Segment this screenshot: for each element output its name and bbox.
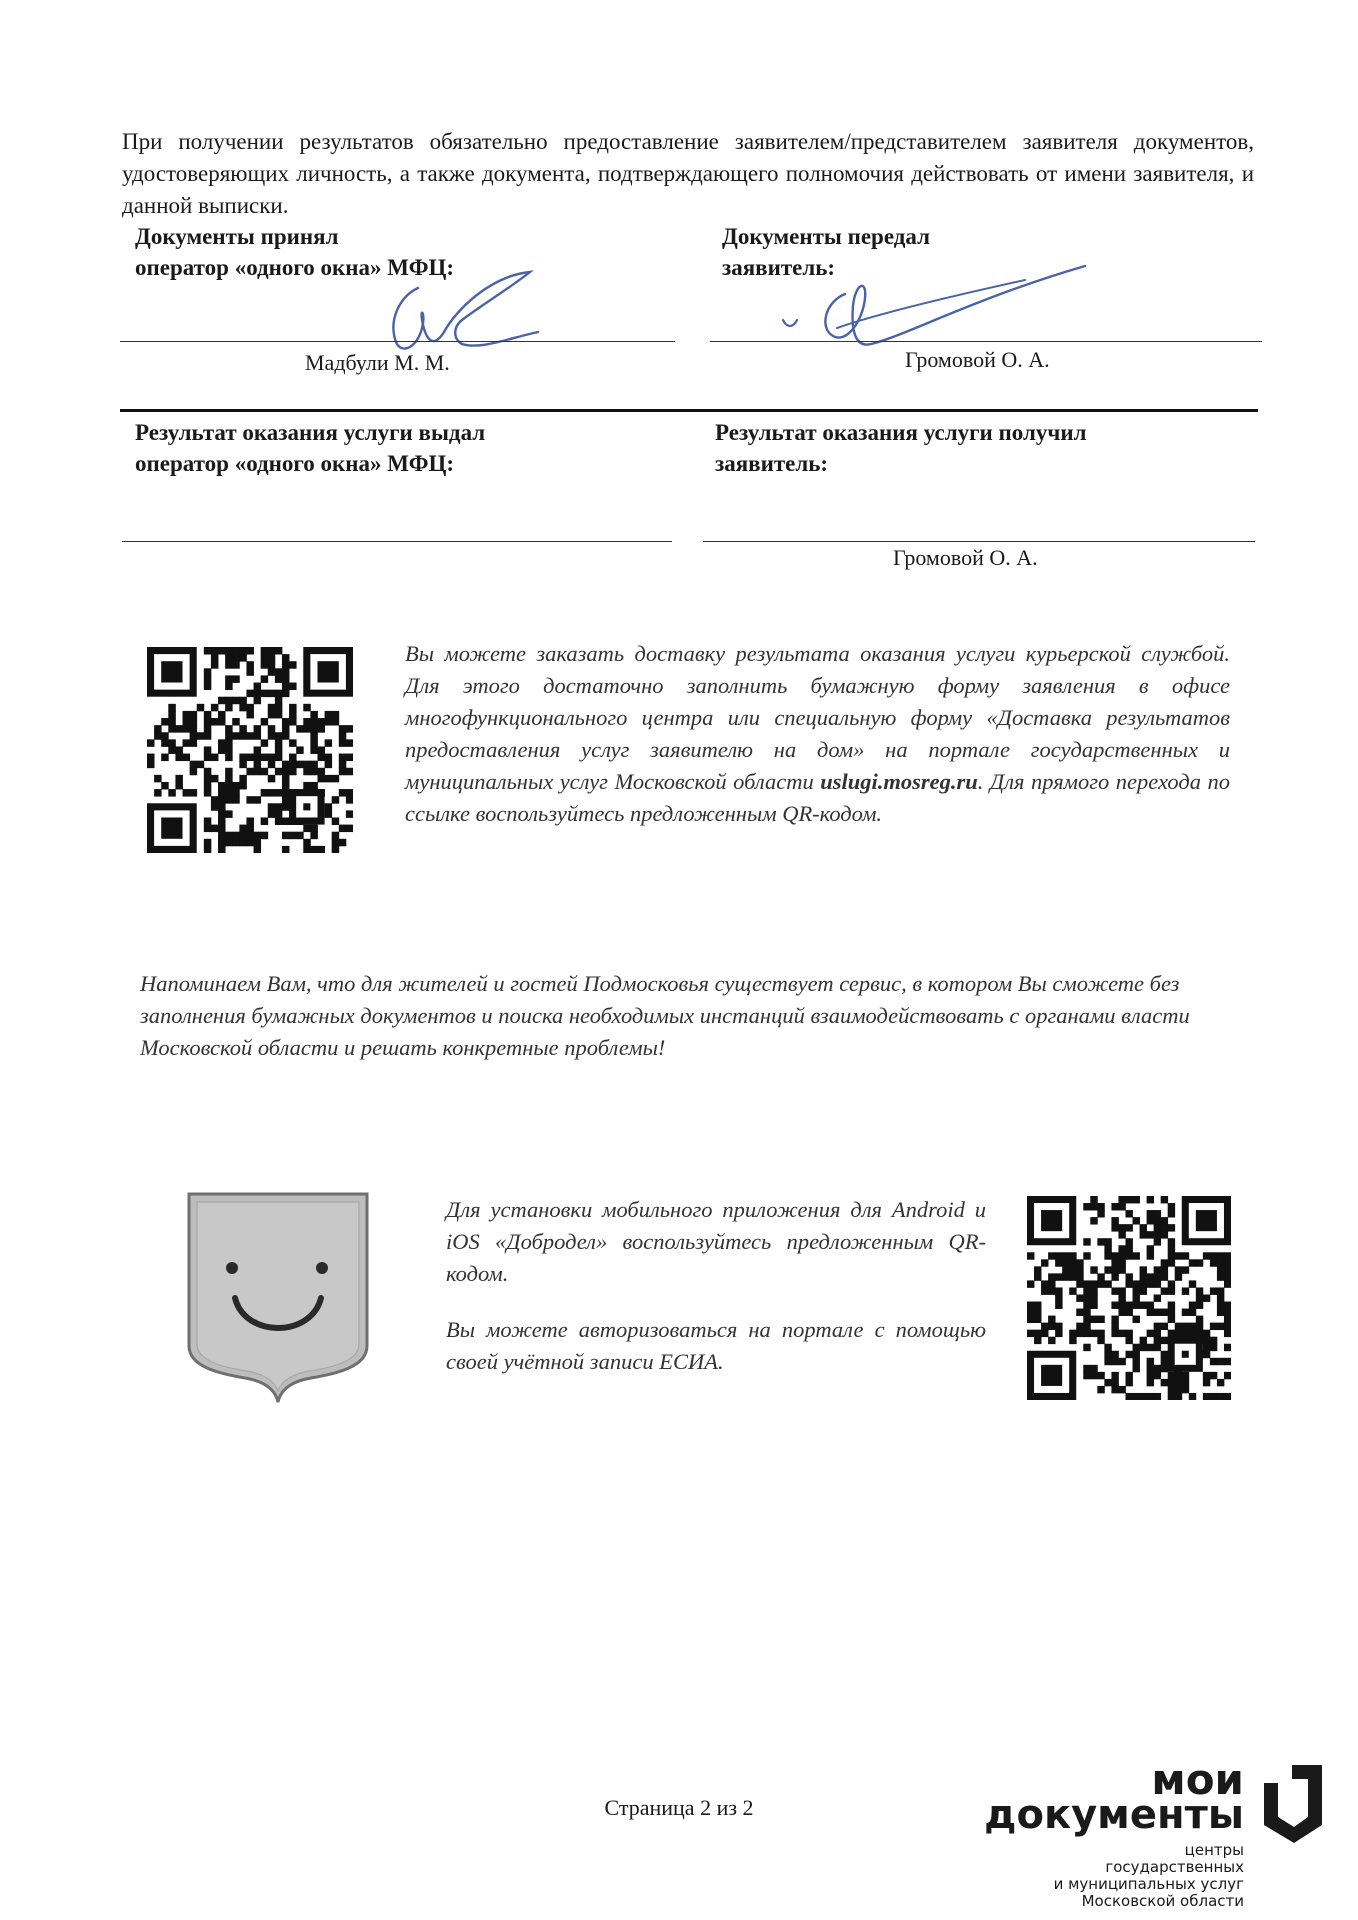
issued-title-1: Результат оказания услуги выдал: [135, 420, 486, 445]
app-install-text: Для установки мобильного приложения для Android и iOS «Добродел» воспользуйтесь предложенным QR-кодом.: [446, 1197, 986, 1286]
receiver-name: Громовой О. А.: [893, 545, 1038, 570]
issued-signature-line: [122, 541, 672, 542]
delivery-qr-code: [147, 647, 353, 853]
portal-link[interactable]: uslugi.mosreg.ru: [820, 769, 978, 794]
reminder-text: Напоминаем Вам, что для жителей и гостей Подмосковья существует сервис, в котором Вы сможете без заполнения бумажных документов и поиска необходимых инстанций взаимодействовать с органами власти Московской области и решать конкретные проблемы!: [140, 971, 1190, 1060]
section-divider: [120, 409, 1258, 412]
app-auth-text: Вы можете авторизоваться на портале с помощью своей учётной записи ЕСИА.: [446, 1317, 986, 1374]
logo-sub-1: центры: [1184, 1841, 1244, 1859]
logo-line-2: документы: [984, 1792, 1244, 1838]
logo-emblem-icon: [1262, 1763, 1326, 1845]
logo-line-1: мои: [1151, 1755, 1244, 1804]
handed-title-1: Документы передал: [722, 224, 930, 249]
dobrodel-shield-icon: [183, 1188, 373, 1406]
operator-name: Мадбули М. М.: [305, 350, 450, 375]
logo-sub-4: Московской области: [1081, 1892, 1244, 1910]
accepted-title-2: оператор «одного окна» МФЦ:: [135, 255, 455, 280]
operator-signature: [370, 258, 560, 358]
received-signature-line: [703, 541, 1255, 542]
accepted-title-1: Документы принял: [135, 224, 339, 249]
issued-title-2: оператор «одного окна» МФЦ:: [135, 451, 455, 476]
delivery-text: Вы можете заказать доставку результата оказания услуги курьерской службой. Для этого достаточно заполнить бумажную форму заявления в офисе многофункционального центра или специальную форму «Доставка результатов предоставления услуг заявителю на дом» на портале государственных и муниципальных услуг Московской области uslugi.mosreg.ru. Для прямого перехода по ссылке воспользуйтесь предложенным QR-кодом.: [405, 641, 1230, 826]
logo-sub-2: государственных: [1105, 1858, 1244, 1876]
applicant-signature: [775, 258, 1095, 358]
app-qr-code: [1027, 1196, 1231, 1400]
page-number: Страница 2 из 2: [604, 1795, 754, 1820]
applicant-name: Громовой О. А.: [905, 347, 1050, 372]
received-title-2: заявитель:: [715, 451, 829, 476]
applicant-signature-line: [710, 341, 1262, 342]
logo-sub-3: и муниципальных услуг: [1053, 1875, 1244, 1893]
intro-paragraph: При получении результатов обязательно предоставление заявителем/представителем заявителя документов, удостоверяющих личность, а также документа, подтверждающего полномочия действовать от имени заявителя, и данной выписки.: [122, 129, 1254, 218]
handed-title-2: заявитель:: [722, 255, 836, 280]
operator-signature-line: [120, 341, 675, 342]
received-title-1: Результат оказания услуги получил: [715, 420, 1087, 445]
moi-dokumenty-logo: [930, 1755, 1244, 1910]
